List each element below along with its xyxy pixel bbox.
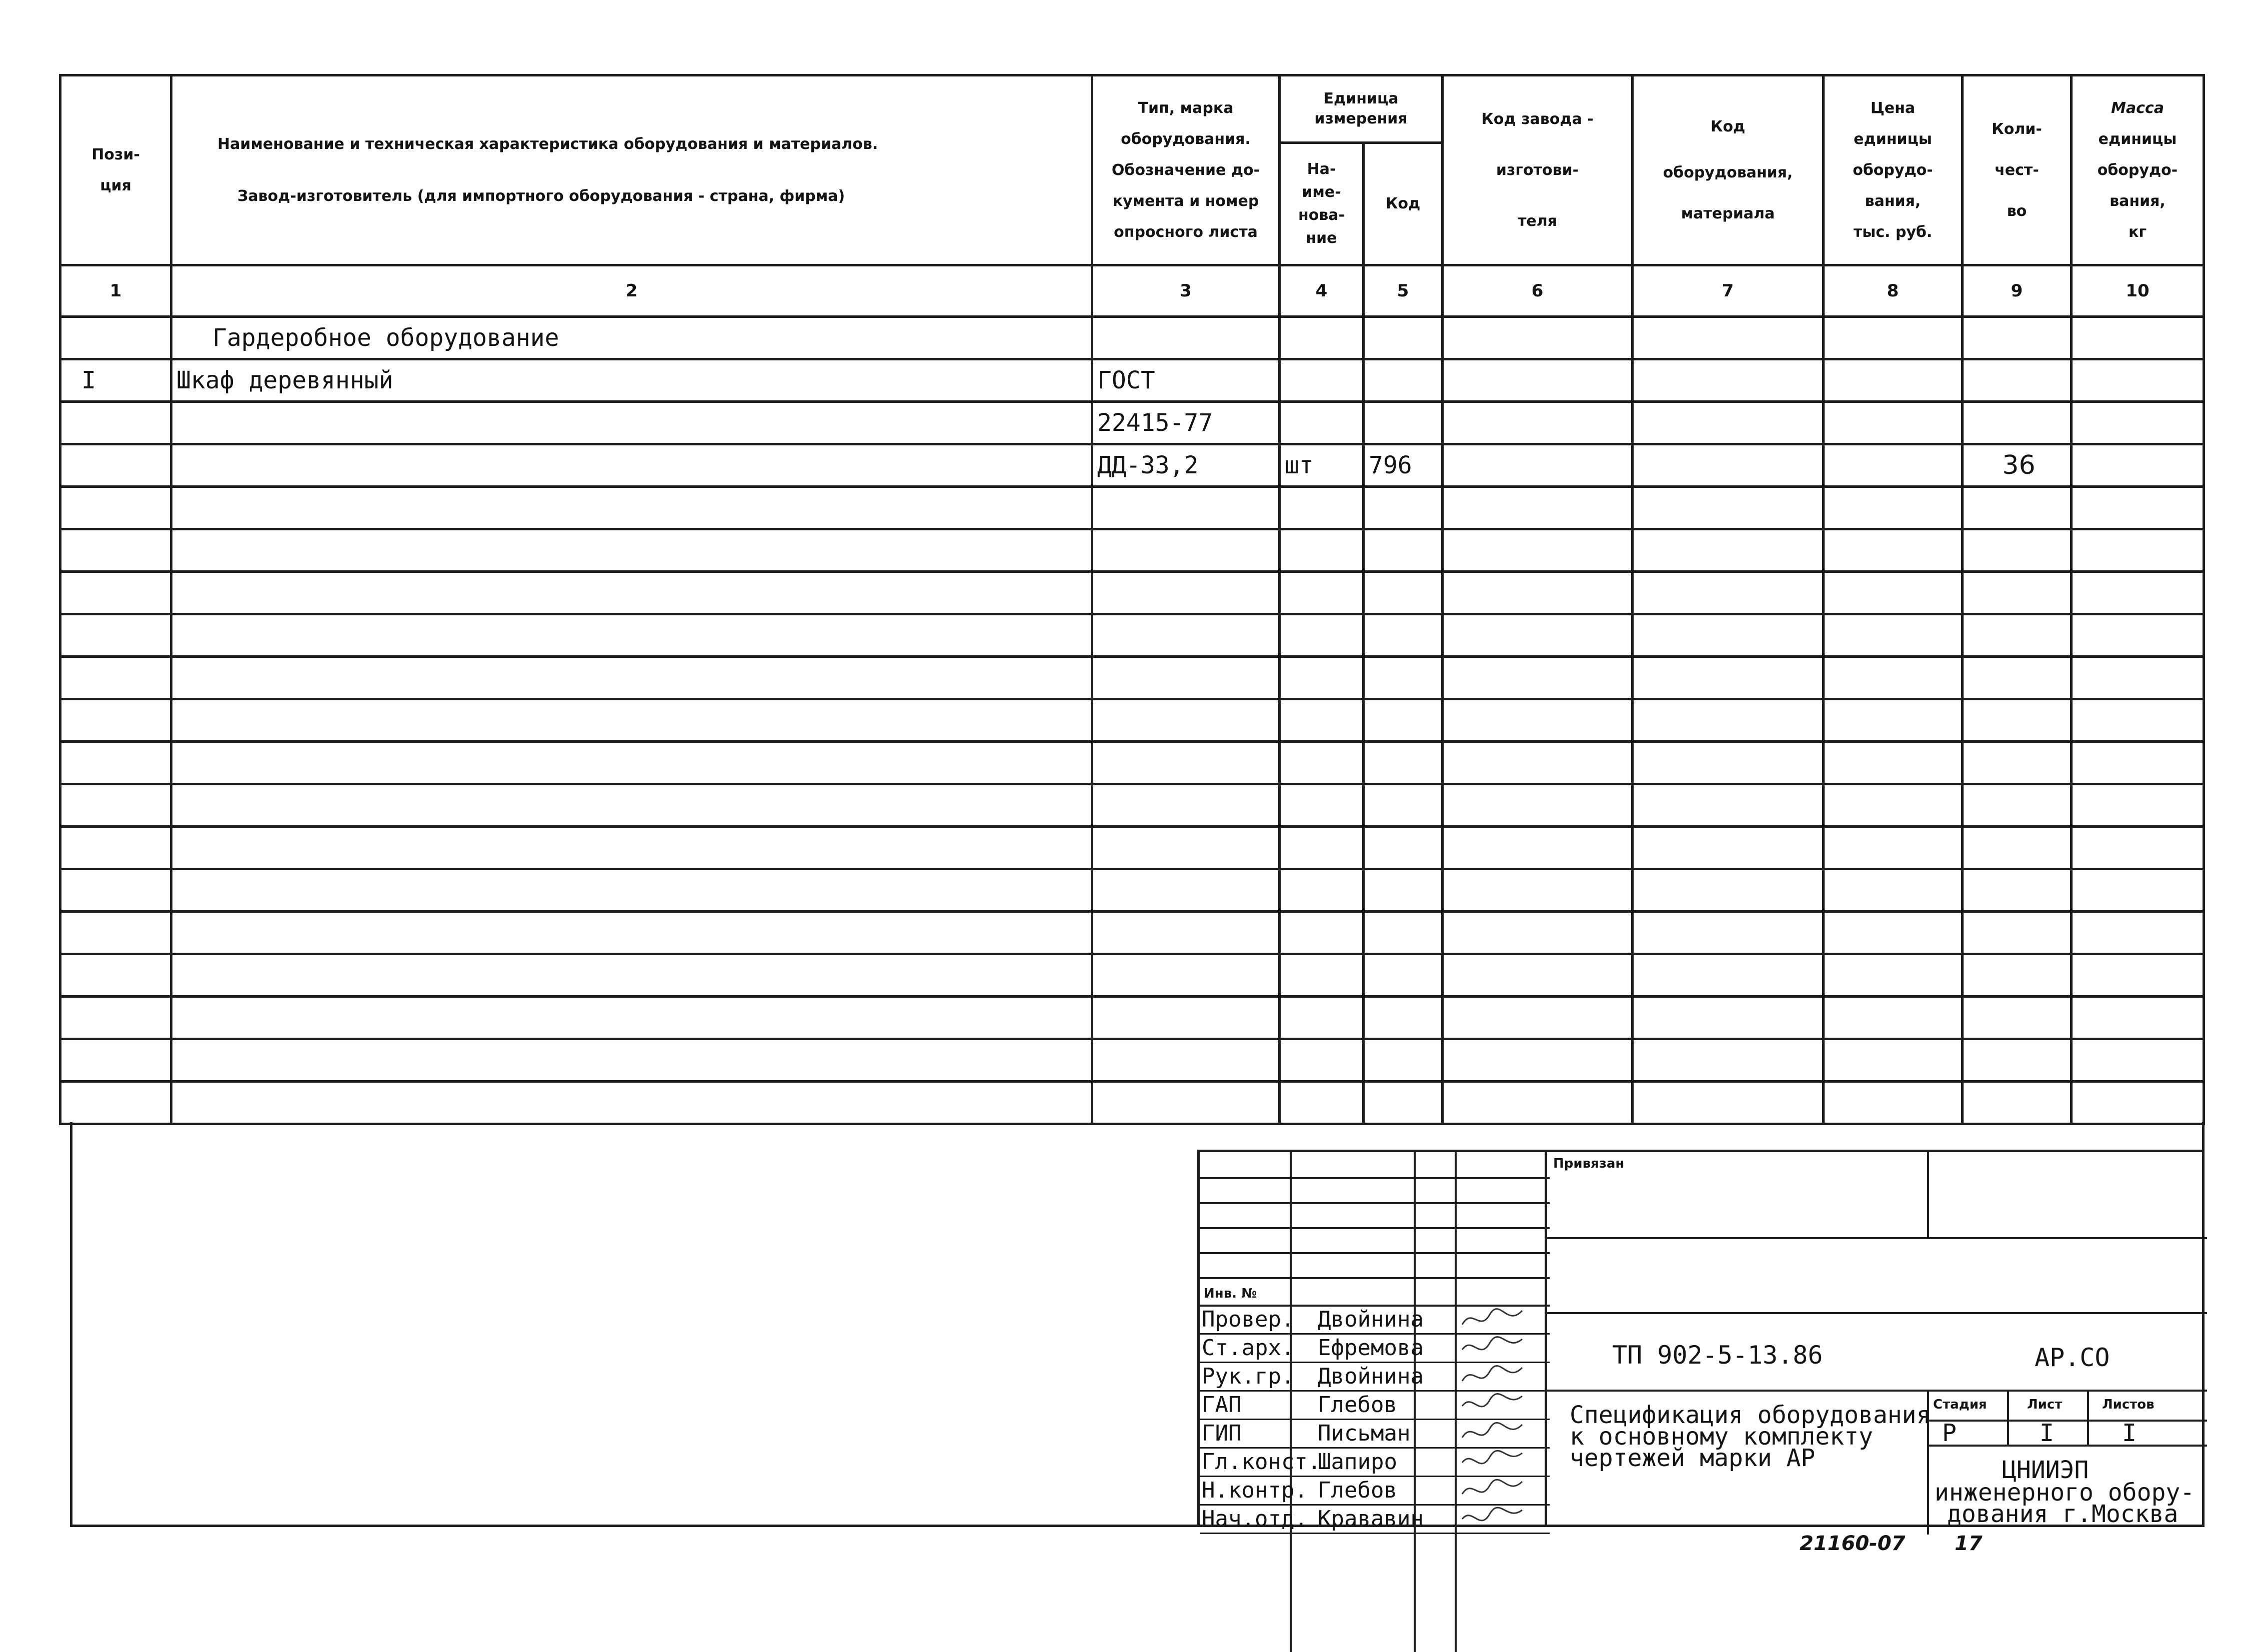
name-cell [171, 869, 1092, 912]
price-cell [1824, 572, 1963, 614]
factory-code-cell [1443, 444, 1633, 487]
signature-role: ГИП [1202, 1421, 1242, 1446]
handwritten-signature-icon [1460, 1333, 1525, 1361]
type-cell: ДД-33,2 [1092, 444, 1280, 487]
unit-name-cell [1280, 572, 1364, 614]
factory-code-cell [1443, 402, 1633, 444]
position-cell [60, 784, 171, 827]
equipment-code-cell [1633, 784, 1824, 827]
quantity-cell [1963, 402, 2072, 444]
unit-code-cell [1364, 742, 1443, 784]
factory-code-cell [1443, 657, 1633, 699]
unit-code-cell [1364, 572, 1443, 614]
column-number: 1 [60, 265, 171, 317]
unit-name-cell: шт [1280, 444, 1364, 487]
unit-name-cell [1280, 317, 1364, 359]
mass-cell [2072, 614, 2204, 657]
name-cell [171, 784, 1092, 827]
header-unit-price: Цена единицы оборудо- вания, тыс. руб. [1824, 75, 1963, 265]
mass-cell [2072, 359, 2204, 402]
signature-role: Ст.арх. [1202, 1335, 1295, 1361]
signature-role: Нач.отд. [1202, 1506, 1308, 1532]
sheets-value: I [2122, 1419, 2137, 1447]
position-cell [60, 1082, 171, 1124]
position-cell [60, 742, 171, 784]
equipment-code-cell [1633, 827, 1824, 869]
price-cell [1824, 869, 1963, 912]
header-quantity: Коли- чест- во [1963, 75, 2072, 265]
mass-cell [2072, 997, 2204, 1039]
factory-code-cell [1443, 954, 1633, 997]
type-cell [1092, 997, 1280, 1039]
name-cell [171, 572, 1092, 614]
unit-name-cell [1280, 359, 1364, 402]
table-row [60, 997, 2204, 1039]
equipment-code-cell [1633, 869, 1824, 912]
unit-name-cell [1280, 487, 1364, 529]
position-cell [60, 402, 171, 444]
position-cell [60, 869, 171, 912]
table-row [60, 1082, 2204, 1124]
header-equipment-code: Код оборудования, материала [1633, 75, 1824, 265]
organization-line-1: ЦНИИЭП [2002, 1456, 2089, 1484]
factory-code-cell [1443, 614, 1633, 657]
price-cell [1824, 1039, 1963, 1082]
quantity-cell [1963, 997, 2072, 1039]
unit-code-cell [1364, 997, 1443, 1039]
signature-role: Н.контр. [1202, 1478, 1308, 1503]
quantity-cell [1963, 572, 2072, 614]
type-cell [1092, 784, 1280, 827]
organization-line-3: дования г.Москва [1947, 1500, 2179, 1528]
quantity-cell [1963, 614, 2072, 657]
quantity-cell [1963, 869, 2072, 912]
unit-code-cell [1364, 1039, 1443, 1082]
type-cell: 22415-77 [1092, 402, 1280, 444]
table-row [60, 657, 2204, 699]
name-cell [171, 912, 1092, 954]
column-number: 2 [171, 265, 1092, 317]
price-cell [1824, 317, 1963, 359]
signature-name: Двойнина [1318, 1364, 1424, 1389]
mass-cell [2072, 317, 2204, 359]
price-cell [1824, 614, 1963, 657]
type-cell [1092, 699, 1280, 742]
price-cell [1824, 742, 1963, 784]
quantity-cell [1963, 359, 2072, 402]
name-cell [171, 954, 1092, 997]
table-row [60, 572, 2204, 614]
position-cell [60, 529, 171, 572]
equipment-code-cell [1633, 444, 1824, 487]
mass-cell [2072, 487, 2204, 529]
signature-role: Гл.конст. [1202, 1449, 1321, 1475]
mass-cell [2072, 869, 2204, 912]
factory-code-cell [1443, 317, 1633, 359]
equipment-code-cell [1633, 912, 1824, 954]
equipment-code-cell [1633, 359, 1824, 402]
type-cell [1092, 954, 1280, 997]
name-cell [171, 742, 1092, 784]
quantity-cell [1963, 487, 2072, 529]
price-cell [1824, 784, 1963, 827]
price-cell [1824, 529, 1963, 572]
name-cell [171, 444, 1092, 487]
unit-code-cell [1364, 784, 1443, 827]
column-number: 6 [1443, 265, 1633, 317]
price-cell [1824, 1082, 1963, 1124]
header-name: Наименование и техническая характеристика оборудования и материалов. Завод-изготовитель (для импортного оборудования - страна, фирма) [171, 75, 1092, 265]
unit-name-cell [1280, 784, 1364, 827]
equipment-code-cell [1633, 1082, 1824, 1124]
unit-code-cell [1364, 699, 1443, 742]
signature-name: Ефремова [1318, 1335, 1424, 1361]
column-number: 8 [1824, 265, 1963, 317]
unit-code-cell [1364, 317, 1443, 359]
unit-code-cell [1364, 657, 1443, 699]
equipment-code-cell [1633, 614, 1824, 657]
stage-label: Стадия [1933, 1397, 1987, 1412]
type-cell [1092, 1039, 1280, 1082]
position-cell: I [60, 359, 171, 402]
column-number: 9 [1963, 265, 2072, 317]
name-cell [171, 1039, 1092, 1082]
handwritten-signature-icon [1460, 1419, 1525, 1446]
unit-name-cell [1280, 1082, 1364, 1124]
signature-name: Письман [1318, 1421, 1411, 1446]
unit-name-cell [1280, 657, 1364, 699]
unit-name-cell [1280, 912, 1364, 954]
quantity-cell: 36 [1963, 444, 2072, 487]
price-cell [1824, 359, 1963, 402]
mass-cell [2072, 954, 2204, 997]
position-cell [60, 317, 171, 359]
factory-code-cell [1443, 869, 1633, 912]
unit-name-cell [1280, 614, 1364, 657]
bound-label: Привязан [1553, 1156, 1625, 1171]
table-row [60, 317, 2204, 359]
column-number: 7 [1633, 265, 1824, 317]
project-code: ТП 902-5-13.86 [1612, 1341, 1823, 1370]
handwritten-signature-icon [1460, 1504, 1525, 1532]
factory-code-cell [1443, 784, 1633, 827]
factory-code-cell [1443, 1039, 1633, 1082]
position-cell [60, 1039, 171, 1082]
name-cell: Шкаф деревянный [171, 359, 1092, 402]
type-cell [1092, 487, 1280, 529]
page-number: 17 [1955, 1532, 1983, 1555]
price-cell [1824, 954, 1963, 997]
price-cell [1824, 997, 1963, 1039]
quantity-cell [1963, 784, 2072, 827]
quantity-cell [1963, 529, 2072, 572]
sheet-label: Лист [2027, 1397, 2063, 1412]
unit-name-cell [1280, 954, 1364, 997]
unit-code-cell [1364, 954, 1443, 997]
document-title-line-2: к основному комплекту [1570, 1423, 1873, 1451]
factory-code-cell [1443, 487, 1633, 529]
stage-value: Р [1942, 1419, 1957, 1447]
header-factory-code: Код завода - изготови- теля [1443, 75, 1633, 265]
mass-cell [2072, 657, 2204, 699]
type-cell [1092, 742, 1280, 784]
price-cell [1824, 444, 1963, 487]
table-row [60, 529, 2204, 572]
unit-name-cell [1280, 402, 1364, 444]
table-row [60, 359, 2204, 402]
unit-code-cell [1364, 487, 1443, 529]
price-cell [1824, 657, 1963, 699]
header-unit-name: На- име- нова- ние [1280, 143, 1364, 265]
factory-code-cell [1443, 827, 1633, 869]
name-cell [171, 997, 1092, 1039]
mass-cell [2072, 827, 2204, 869]
equipment-code-cell [1633, 402, 1824, 444]
name-cell [171, 1082, 1092, 1124]
name-cell [171, 529, 1092, 572]
signature-role: Провер. [1202, 1307, 1295, 1332]
unit-name-cell [1280, 742, 1364, 784]
mass-cell [2072, 912, 2204, 954]
unit-code-cell [1364, 1082, 1443, 1124]
mass-cell [2072, 1082, 2204, 1124]
equipment-code-cell [1633, 954, 1824, 997]
type-cell [1092, 614, 1280, 657]
quantity-cell [1963, 954, 2072, 997]
position-cell [60, 657, 171, 699]
mass-cell [2072, 572, 2204, 614]
mass-cell [2072, 402, 2204, 444]
table-row [60, 402, 2204, 444]
handwritten-signature-icon [1460, 1447, 1525, 1475]
organization-line-2: инженерного обору- [1935, 1479, 2195, 1507]
price-cell [1824, 699, 1963, 742]
factory-code-cell [1443, 742, 1633, 784]
mass-cell [2072, 742, 2204, 784]
equipment-code-cell [1633, 699, 1824, 742]
type-cell [1092, 529, 1280, 572]
signature-name: Шапиро [1318, 1449, 1397, 1475]
quantity-cell [1963, 1082, 2072, 1124]
table-row [60, 487, 2204, 529]
factory-code-cell [1443, 699, 1633, 742]
quantity-cell [1963, 912, 2072, 954]
table-row [60, 614, 2204, 657]
position-cell [60, 444, 171, 487]
name-cell [171, 614, 1092, 657]
table-row [60, 827, 2204, 869]
name-cell [171, 657, 1092, 699]
name-cell [171, 487, 1092, 529]
price-cell [1824, 487, 1963, 529]
factory-code-cell [1443, 1082, 1633, 1124]
quantity-cell [1963, 1039, 2072, 1082]
position-cell [60, 614, 171, 657]
equipment-code-cell [1633, 572, 1824, 614]
header-unit-group: Единица измерения [1280, 75, 1443, 143]
quantity-cell [1963, 657, 2072, 699]
column-number: 10 [2072, 265, 2204, 317]
signature-role: Рук.гр. [1202, 1364, 1295, 1389]
sheets-label: Листов [2102, 1397, 2155, 1412]
frame-left-border [70, 1122, 72, 1527]
price-cell [1824, 912, 1963, 954]
type-cell [1092, 1082, 1280, 1124]
handwritten-signature-icon [1460, 1305, 1525, 1332]
equipment-code-cell [1633, 997, 1824, 1039]
signature-name: Крававин [1318, 1506, 1424, 1532]
header-position: Пози- ция [60, 75, 171, 265]
position-cell [60, 997, 171, 1039]
position-cell [60, 487, 171, 529]
unit-code-cell [1364, 912, 1443, 954]
type-cell [1092, 317, 1280, 359]
sheet-value: I [2040, 1419, 2054, 1447]
header-unit-mass: Масса единицы оборудо- вания, кг [2072, 75, 2204, 265]
signature-name: Глебов [1318, 1392, 1397, 1418]
name-cell [171, 402, 1092, 444]
name-cell [171, 827, 1092, 869]
equipment-code-cell [1633, 657, 1824, 699]
equipment-code-cell [1633, 487, 1824, 529]
unit-code-cell: 796 [1364, 444, 1443, 487]
factory-code-cell [1443, 572, 1633, 614]
table-row [60, 954, 2204, 997]
unit-code-cell [1364, 359, 1443, 402]
name-cell [171, 699, 1092, 742]
header-type: Тип, марка оборудования. Обозначение до- кумента и номер опросного листа [1092, 75, 1280, 265]
type-cell: ГОСТ [1092, 359, 1280, 402]
table-row [60, 444, 2204, 487]
table-row [60, 784, 2204, 827]
handwritten-signature-icon [1460, 1476, 1525, 1503]
signature-name: Глебов [1318, 1478, 1397, 1503]
quantity-cell [1963, 742, 2072, 784]
drawing-mark: АР.СО [2035, 1343, 2110, 1372]
column-number: 4 [1280, 265, 1364, 317]
factory-code-cell [1443, 359, 1633, 402]
position-cell [60, 827, 171, 869]
unit-code-cell [1364, 402, 1443, 444]
handwritten-signature-icon [1460, 1362, 1525, 1389]
document-title-line-1: Спецификация оборудования [1570, 1401, 1931, 1429]
equipment-code-cell [1633, 317, 1824, 359]
factory-code-cell [1443, 529, 1633, 572]
signature-role: ГАП [1202, 1392, 1242, 1418]
document-title-line-3: чертежей марки АР [1570, 1444, 1816, 1472]
equipment-code-cell [1633, 1039, 1824, 1082]
archive-stamp-number: 21160-07 [1800, 1532, 1906, 1555]
header-unit-code: Код [1364, 143, 1443, 265]
price-cell [1824, 827, 1963, 869]
mass-cell [2072, 529, 2204, 572]
mass-cell [2072, 1039, 2204, 1082]
price-cell [1824, 402, 1963, 444]
signature-name: Двойнина [1318, 1307, 1424, 1332]
type-cell [1092, 869, 1280, 912]
factory-code-cell [1443, 997, 1633, 1039]
column-number: 3 [1092, 265, 1280, 317]
position-cell [60, 572, 171, 614]
type-cell [1092, 827, 1280, 869]
table-row [60, 699, 2204, 742]
table-row [60, 742, 2204, 784]
quantity-cell [1963, 827, 2072, 869]
unit-name-cell [1280, 827, 1364, 869]
unit-name-cell [1280, 529, 1364, 572]
name-cell: Гардеробное оборудование [171, 317, 1092, 359]
unit-code-cell [1364, 614, 1443, 657]
unit-code-cell [1364, 827, 1443, 869]
type-cell [1092, 912, 1280, 954]
factory-code-cell [1443, 912, 1633, 954]
specification-table [59, 74, 2205, 1125]
column-number: 5 [1364, 265, 1443, 317]
equipment-code-cell [1633, 529, 1824, 572]
inventory-number-label: Инв. № [1204, 1286, 1257, 1301]
table-row [60, 869, 2204, 912]
unit-name-cell [1280, 699, 1364, 742]
unit-name-cell [1280, 997, 1364, 1039]
table-row [60, 912, 2204, 954]
handwritten-signature-icon [1460, 1390, 1525, 1418]
position-cell [60, 912, 171, 954]
position-cell [60, 954, 171, 997]
position-cell [60, 699, 171, 742]
quantity-cell [1963, 317, 2072, 359]
type-cell [1092, 572, 1280, 614]
unit-name-cell [1280, 1039, 1364, 1082]
mass-cell [2072, 699, 2204, 742]
title-block-main [1545, 1150, 2205, 1527]
equipment-code-cell [1633, 742, 1824, 784]
unit-name-cell [1280, 869, 1364, 912]
mass-cell [2072, 444, 2204, 487]
type-cell [1092, 657, 1280, 699]
quantity-cell [1963, 699, 2072, 742]
unit-code-cell [1364, 869, 1443, 912]
table-row [60, 1039, 2204, 1082]
title-block-signatures [1197, 1150, 1547, 1532]
unit-code-cell [1364, 529, 1443, 572]
mass-cell [2072, 784, 2204, 827]
